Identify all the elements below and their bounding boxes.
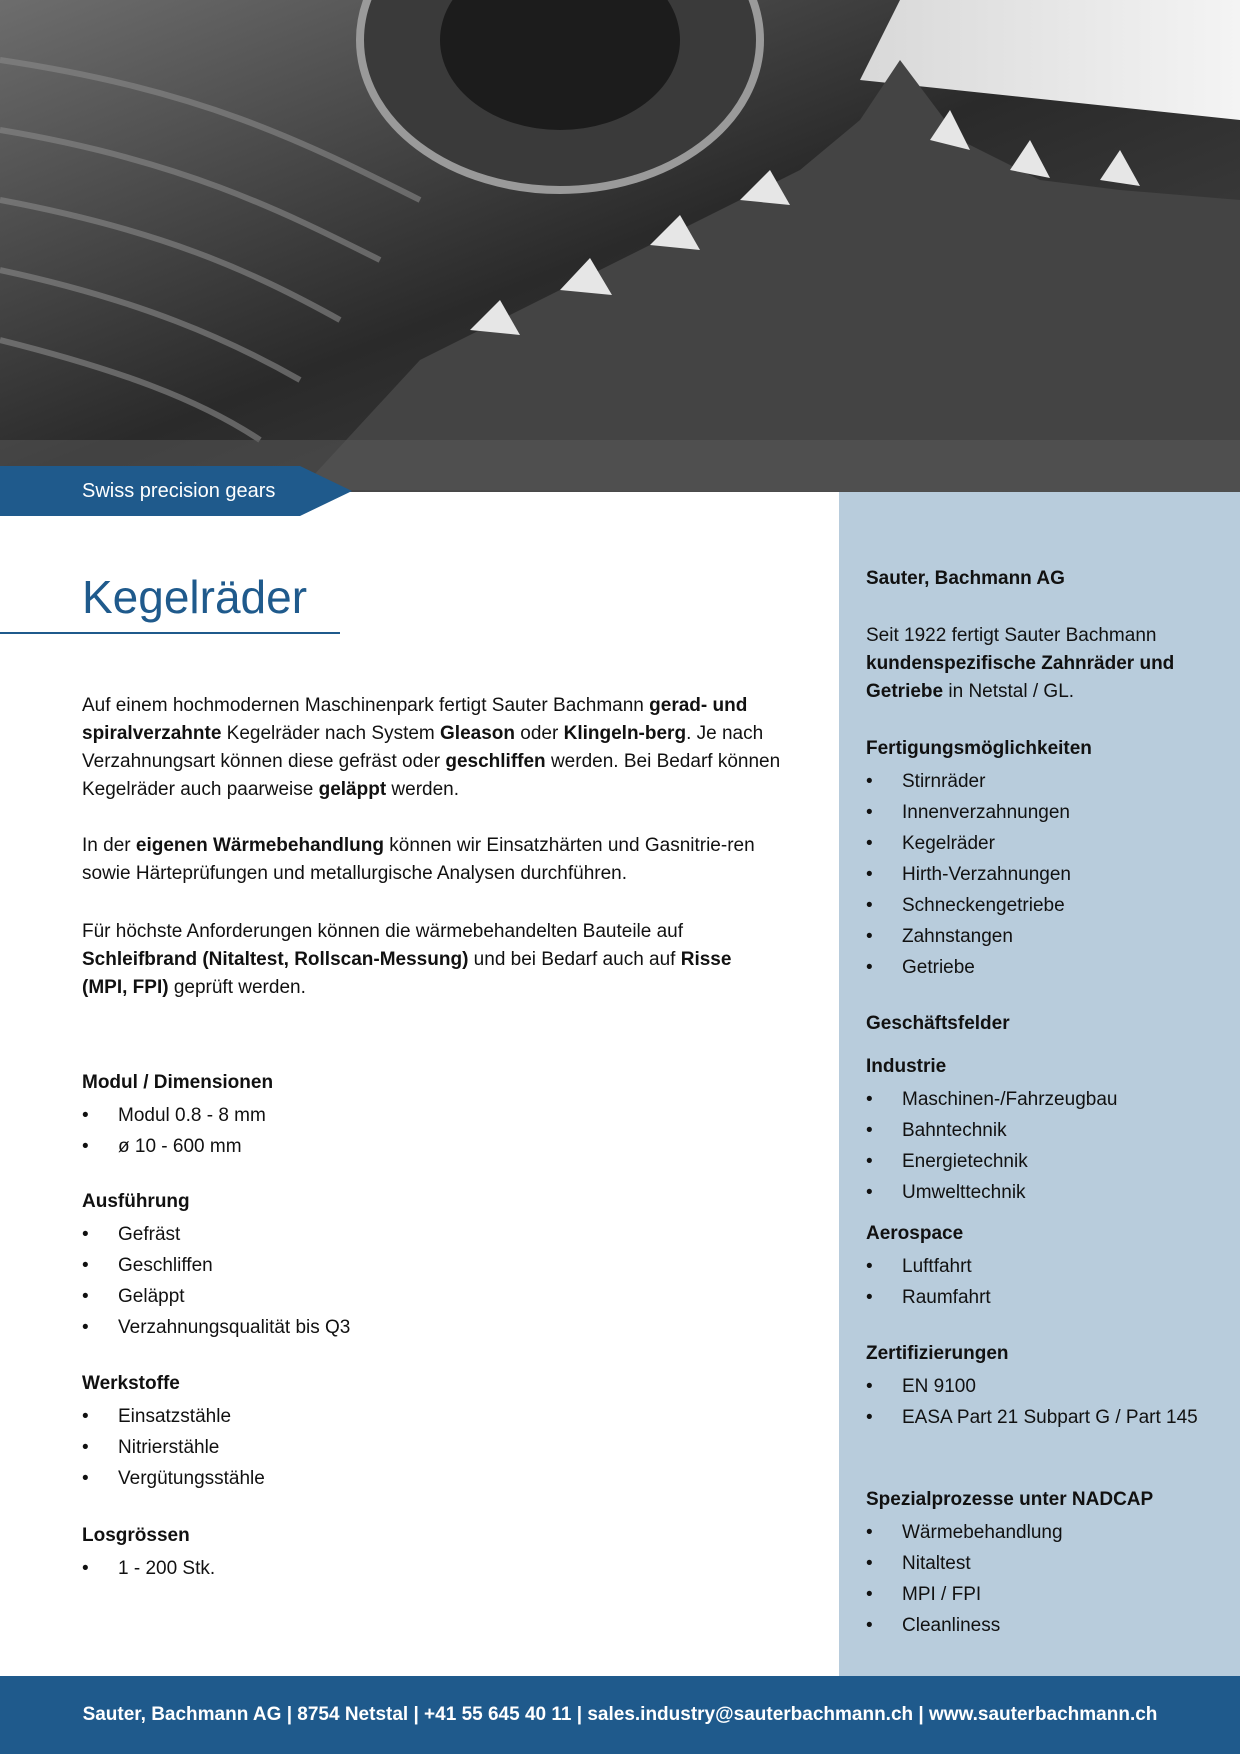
section-heading: Industrie	[866, 1056, 947, 1077]
section-werkstoffe	[82, 1370, 682, 1494]
page-title: Kegelräder	[82, 571, 308, 623]
list-item: • Kegelräder	[866, 828, 1206, 859]
text-run: In der	[82, 835, 136, 856]
bullet-list	[82, 1100, 682, 1162]
bullet-list	[866, 1084, 1206, 1208]
list-item: • Stirnräder	[866, 766, 1206, 797]
section-losgroessen	[82, 1522, 682, 1584]
section-industrie	[866, 1053, 1206, 1208]
section-heading: Fertigungsmöglichkeiten	[866, 738, 1092, 759]
bullet-list	[866, 1251, 1206, 1313]
list-item: • Wärmebehandlung	[866, 1517, 1206, 1548]
section-heading: Aerospace	[866, 1223, 964, 1244]
text-run: werden.	[386, 779, 460, 800]
list-item: • Nitaltest	[866, 1548, 1206, 1579]
section-fertigung	[866, 735, 1206, 983]
text-run: geprüft werden.	[168, 977, 306, 998]
list-item: • 1 - 200 Stk.	[82, 1553, 682, 1584]
text-run: Für höchste Anforderungen können die wärmebehandelten Bauteile auf	[82, 921, 684, 942]
list-item: • ø 10 - 600 mm	[82, 1131, 682, 1162]
list-item: • Energietechnik	[866, 1146, 1206, 1177]
section-heading: Spezialprozesse unter NADCAP	[866, 1489, 1154, 1510]
list-item: • EN 9100	[866, 1371, 1206, 1402]
text-run: gerad- und spiralverzahnte	[82, 695, 748, 744]
list-item: • Einsatzstähle	[82, 1401, 682, 1432]
bullet-list	[866, 1371, 1206, 1433]
list-item: • Bahntechnik	[866, 1115, 1206, 1146]
list-item: • MPI / FPI	[866, 1579, 1206, 1610]
sidebar-company	[866, 565, 1206, 593]
bullet-list	[82, 1219, 682, 1343]
text-run: in Netstal / GL.	[943, 681, 1075, 702]
sidebar-about	[866, 622, 1206, 706]
intro-paragraph-1	[82, 692, 782, 804]
list-item: • Maschinen-/Fahrzeugbau	[866, 1084, 1206, 1115]
text-run: geläppt	[318, 779, 387, 800]
list-item: • Luftfahrt	[866, 1251, 1206, 1282]
list-item: • Innenverzahnungen	[866, 797, 1206, 828]
list-item: • Umwelttechnik	[866, 1177, 1206, 1208]
section-heading: Ausführung	[82, 1191, 190, 1212]
section-heading: Losgrössen	[82, 1525, 190, 1546]
list-item: • Gefräst	[82, 1219, 682, 1250]
text-run: geschliffen	[445, 751, 546, 772]
title-underline	[0, 632, 340, 634]
section-nadcap	[866, 1486, 1206, 1641]
list-item: • Vergütungsstähle	[82, 1463, 682, 1494]
text-run: . Je nach Verzahnungsart können diese gefräst oder	[82, 723, 764, 772]
list-item: • Geschliffen	[82, 1250, 682, 1281]
bullet-list	[82, 1401, 682, 1494]
list-item: • EASA Part 21 Subpart G / Part 145	[866, 1402, 1206, 1433]
footer-contact: Sauter, Bachmann AG | 8754 Netstal | +41 55 645 40 11 | sales.industry@sauterbachmann.ch | www.sauterbachmann.ch	[0, 1676, 1240, 1754]
company-name: Sauter, Bachmann AG	[866, 568, 1065, 589]
section-heading: Werkstoffe	[82, 1373, 180, 1394]
text-run: Klingeln-berg	[563, 723, 687, 744]
list-item: • Nitrierstähle	[82, 1432, 682, 1463]
text-run: eigenen Wärmebehandlung	[135, 835, 384, 856]
text-run: Seit 1922 fertigt Sauter Bachmann	[866, 625, 1157, 646]
text-run: Gleason	[440, 723, 516, 744]
hero-gear-photo	[0, 0, 1240, 492]
text-run: Auf einem hochmodernen Maschinenpark fertigt Sauter Bachmann	[82, 695, 650, 716]
section-aerospace	[866, 1220, 1206, 1313]
section-zertifizierungen	[866, 1340, 1206, 1433]
text-run: können wir Einsatzhärten und Gasnitrie-ren sowie Härteprüfungen und metallurgische Analysen durchführen.	[82, 835, 755, 884]
list-item: • Modul 0.8 - 8 mm	[82, 1100, 682, 1131]
list-item: • Geläppt	[82, 1281, 682, 1312]
text-run: kundenspezifische Zahnräder und Getriebe	[866, 653, 1175, 702]
sidebar-geschaeftsfelder	[866, 1010, 1206, 1038]
section-modul	[82, 1069, 682, 1162]
category-ribbon	[0, 466, 352, 516]
text-run: und bei Bedarf auch auf	[468, 949, 681, 970]
intro-paragraph-3	[82, 918, 782, 1002]
text-run: Risse (MPI, FPI)	[82, 949, 732, 998]
bullet-list	[82, 1553, 682, 1584]
list-item: • Verzahnungsqualität bis Q3	[82, 1312, 682, 1343]
list-item: • Cleanliness	[866, 1610, 1206, 1641]
list-item: • Getriebe	[866, 952, 1206, 983]
text-run: Schleifbrand (Nitaltest, Rollscan-Messung)	[82, 949, 469, 970]
gear-illustration	[0, 0, 1240, 492]
list-item: • Hirth-Verzahnungen	[866, 859, 1206, 890]
bullet-list	[866, 1517, 1206, 1641]
text-run: werden. Bei Bedarf können Kegelräder auch paarweise	[82, 751, 781, 800]
list-item: • Zahnstangen	[866, 921, 1206, 952]
list-item: • Schneckengetriebe	[866, 890, 1206, 921]
text-run: Kegelräder nach System	[221, 723, 441, 744]
bullet-list	[866, 766, 1206, 983]
intro-paragraph-2	[82, 832, 782, 888]
section-ausfuehrung	[82, 1188, 682, 1343]
section-heading: Modul / Dimensionen	[82, 1072, 274, 1093]
geschaeftsfelder-heading: Geschäftsfelder	[866, 1013, 1010, 1034]
list-item: • Raumfahrt	[866, 1282, 1206, 1313]
section-heading: Zertifizierungen	[866, 1343, 1009, 1364]
ribbon-label: Swiss precision gears	[82, 480, 276, 502]
text-run: oder	[515, 723, 564, 744]
